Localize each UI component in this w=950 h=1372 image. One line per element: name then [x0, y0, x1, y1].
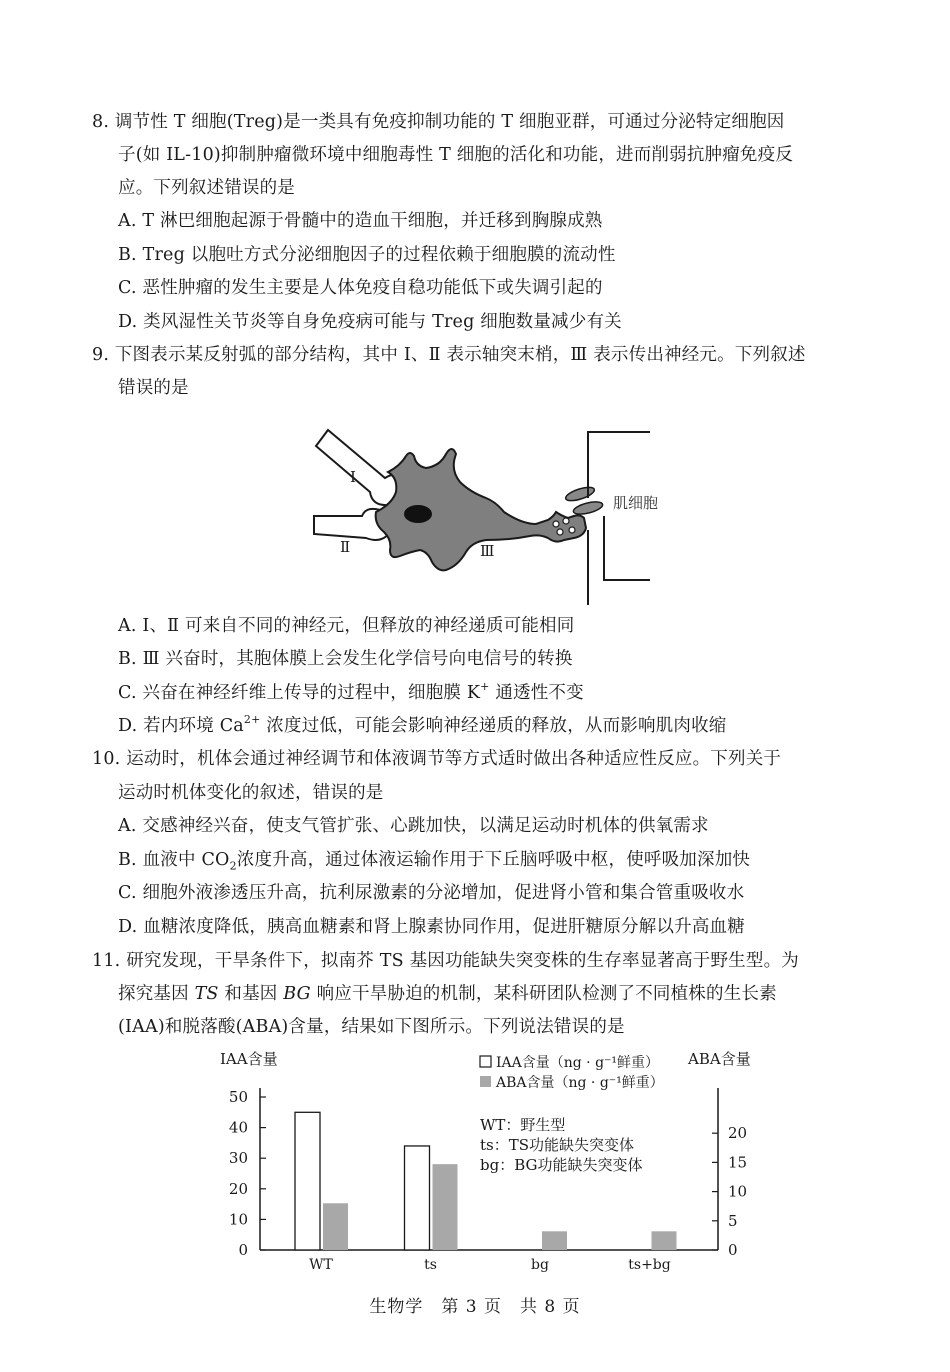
- q8-option-c: C. 恶性肿瘤的发生主要是人体免疫自稳功能低下或失调引起的: [118, 278, 603, 298]
- left-tick-label: 0: [238, 1241, 248, 1259]
- page-footer: 生物学 第 3 页 共 8 页: [369, 1297, 581, 1317]
- q9-stem-line-2: 错误的是: [118, 378, 189, 398]
- q8-stem-line-1: 8. 调节性 T 细胞(Treg)是一类具有免疫抑制功能的 T 细胞亚群，可通过分泌特定细胞因: [92, 112, 785, 132]
- right-tick-label: 0: [728, 1241, 738, 1259]
- legend-swatch-aba: [480, 1076, 491, 1087]
- right-tick-label: 10: [728, 1182, 748, 1201]
- left-tick-label: 30: [228, 1149, 248, 1168]
- label-muscle-cell: 肌细胞: [613, 494, 659, 512]
- q9-option-b: B. Ⅲ 兴奋时，其胞体膜上会发生化学信号向电信号的转换: [118, 649, 573, 669]
- aba-bar: [323, 1203, 348, 1250]
- left-tick-label: 20: [228, 1179, 248, 1198]
- q9-option-a: A. Ⅰ、Ⅱ 可来自不同的神经元，但释放的神经递质可能相同: [118, 616, 575, 636]
- q8-option-d: D. 类风湿性关节炎等自身免疫病可能与 Treg 细胞数量减少有关: [118, 312, 622, 332]
- right-axis-title: ABA含量: [688, 1050, 751, 1068]
- synaptic-vesicle: [569, 527, 575, 533]
- aba-bar: [433, 1164, 458, 1250]
- q8-option-a: A. T 淋巴细胞起源于骨髓中的造血干细胞，并迁移到胸腺成熟: [118, 211, 603, 231]
- iaa-bar: [405, 1146, 430, 1250]
- axon-terminal-i: [316, 430, 405, 505]
- right-tick-label: 15: [728, 1153, 748, 1172]
- q10-option-d: D. 血糖浓度降低，胰高血糖素和肾上腺素协同作用，促进肝糖原分解以升高血糖: [118, 917, 745, 937]
- nucleus: [404, 505, 432, 523]
- aba-bar: [652, 1231, 677, 1250]
- legend-note: WT：野生型: [480, 1116, 566, 1134]
- q10-option-c: C. 细胞外液渗透压升高，抗利尿激素的分泌增加，促进肾小管和集合管重吸收水: [118, 883, 745, 903]
- right-tick-label: 5: [728, 1211, 738, 1230]
- synaptic-vesicle: [553, 521, 559, 527]
- category-label: ts+bg: [628, 1257, 671, 1273]
- left-tick-label: 40: [228, 1118, 248, 1137]
- legend-label-aba: ABA含量（ng · g⁻¹鲜重）: [496, 1075, 664, 1091]
- q10-option-b: B. 血液中 $CO_2$浓度升高，通过体液运输作用于下丘脑呼吸中枢，使呼吸加深加快: [118, 850, 751, 873]
- q11-stem-line-3: (IAA)和脱落酸(ABA)含量，结果如下图所示。下列说法错误的是: [118, 1017, 625, 1037]
- label-ii: Ⅱ: [340, 538, 351, 556]
- oval-structure: [564, 485, 596, 504]
- q10-stem-line-2: 运动时机体变化的叙述，错误的是: [118, 783, 384, 803]
- label-i: Ⅰ: [350, 468, 356, 486]
- right-tick-label: 20: [728, 1124, 748, 1143]
- muscle-cell-outline: [588, 432, 650, 605]
- q11-stem-line-2: 探究基因 TS 和基因 BG 响应干旱胁迫的机制，某科研团队检测了不同植株的生长素: [118, 984, 777, 1004]
- q8-stem-line-3: 应。下列叙述错误的是: [118, 178, 295, 198]
- label-iii: Ⅲ: [480, 542, 495, 560]
- q8-stem-line-2: 子(如 IL-10)抑制肿瘤微环境中细胞毒性 T 细胞的活化和功能，进而削弱抗肿瘤免疫反: [118, 145, 794, 165]
- left-tick-label: 10: [228, 1210, 248, 1229]
- q11-stem-line-1: 11. 研究发现，干旱条件下，拟南芥 TS 基因功能缺失突变株的生存率显著高于野生型。为: [92, 951, 799, 971]
- q9-option-d: D. 若内环境 $Ca^{2+}$ 浓度过低，可能会影响神经递质的释放，从而影响肌肉收缩: [118, 713, 727, 736]
- q10-option-a: A. 交感神经兴奋，使支气管扩张、心跳加快，以满足运动时机体的供氧需求: [118, 816, 709, 836]
- synaptic-vesicle: [557, 529, 563, 535]
- left-axis-title: IAA含量: [220, 1050, 278, 1068]
- iaa-aba-bar-chart: [210, 1040, 770, 1280]
- legend-swatch-iaa: [480, 1056, 491, 1067]
- legend-label-iaa: IAA含量（ng · g⁻¹鲜重）: [496, 1055, 660, 1071]
- category-label: ts: [424, 1257, 437, 1273]
- legend-note: bg：BG功能缺失突变体: [480, 1156, 643, 1174]
- iaa-bar: [295, 1112, 320, 1250]
- q8-option-b: B. Treg 以胞吐方式分泌细胞因子的过程依赖于细胞膜的流动性: [118, 245, 616, 265]
- q10-stem-line-1: 10. 运动时，机体会通过神经调节和体液调节等方式适时做出各种适应性反应。下列关于: [92, 749, 782, 769]
- q9-option-c: C. 兴奋在神经纤维上传导的过程中，细胞膜 K+ 通透性不变: [118, 680, 584, 703]
- reflex-arc-figure: [300, 420, 660, 605]
- q9-stem-line-1: 9. 下图表示某反射弧的部分结构，其中 Ⅰ、Ⅱ 表示轴突末梢，Ⅲ 表示传出神经元。下列叙述: [92, 345, 806, 365]
- synaptic-vesicle: [563, 518, 569, 524]
- aba-bar: [542, 1231, 567, 1250]
- oval-structure: [572, 500, 604, 517]
- category-label: WT: [309, 1257, 333, 1273]
- legend-note: ts：TS功能缺失突变体: [480, 1136, 635, 1154]
- category-label: bg: [531, 1257, 549, 1273]
- left-tick-label: 50: [228, 1088, 248, 1106]
